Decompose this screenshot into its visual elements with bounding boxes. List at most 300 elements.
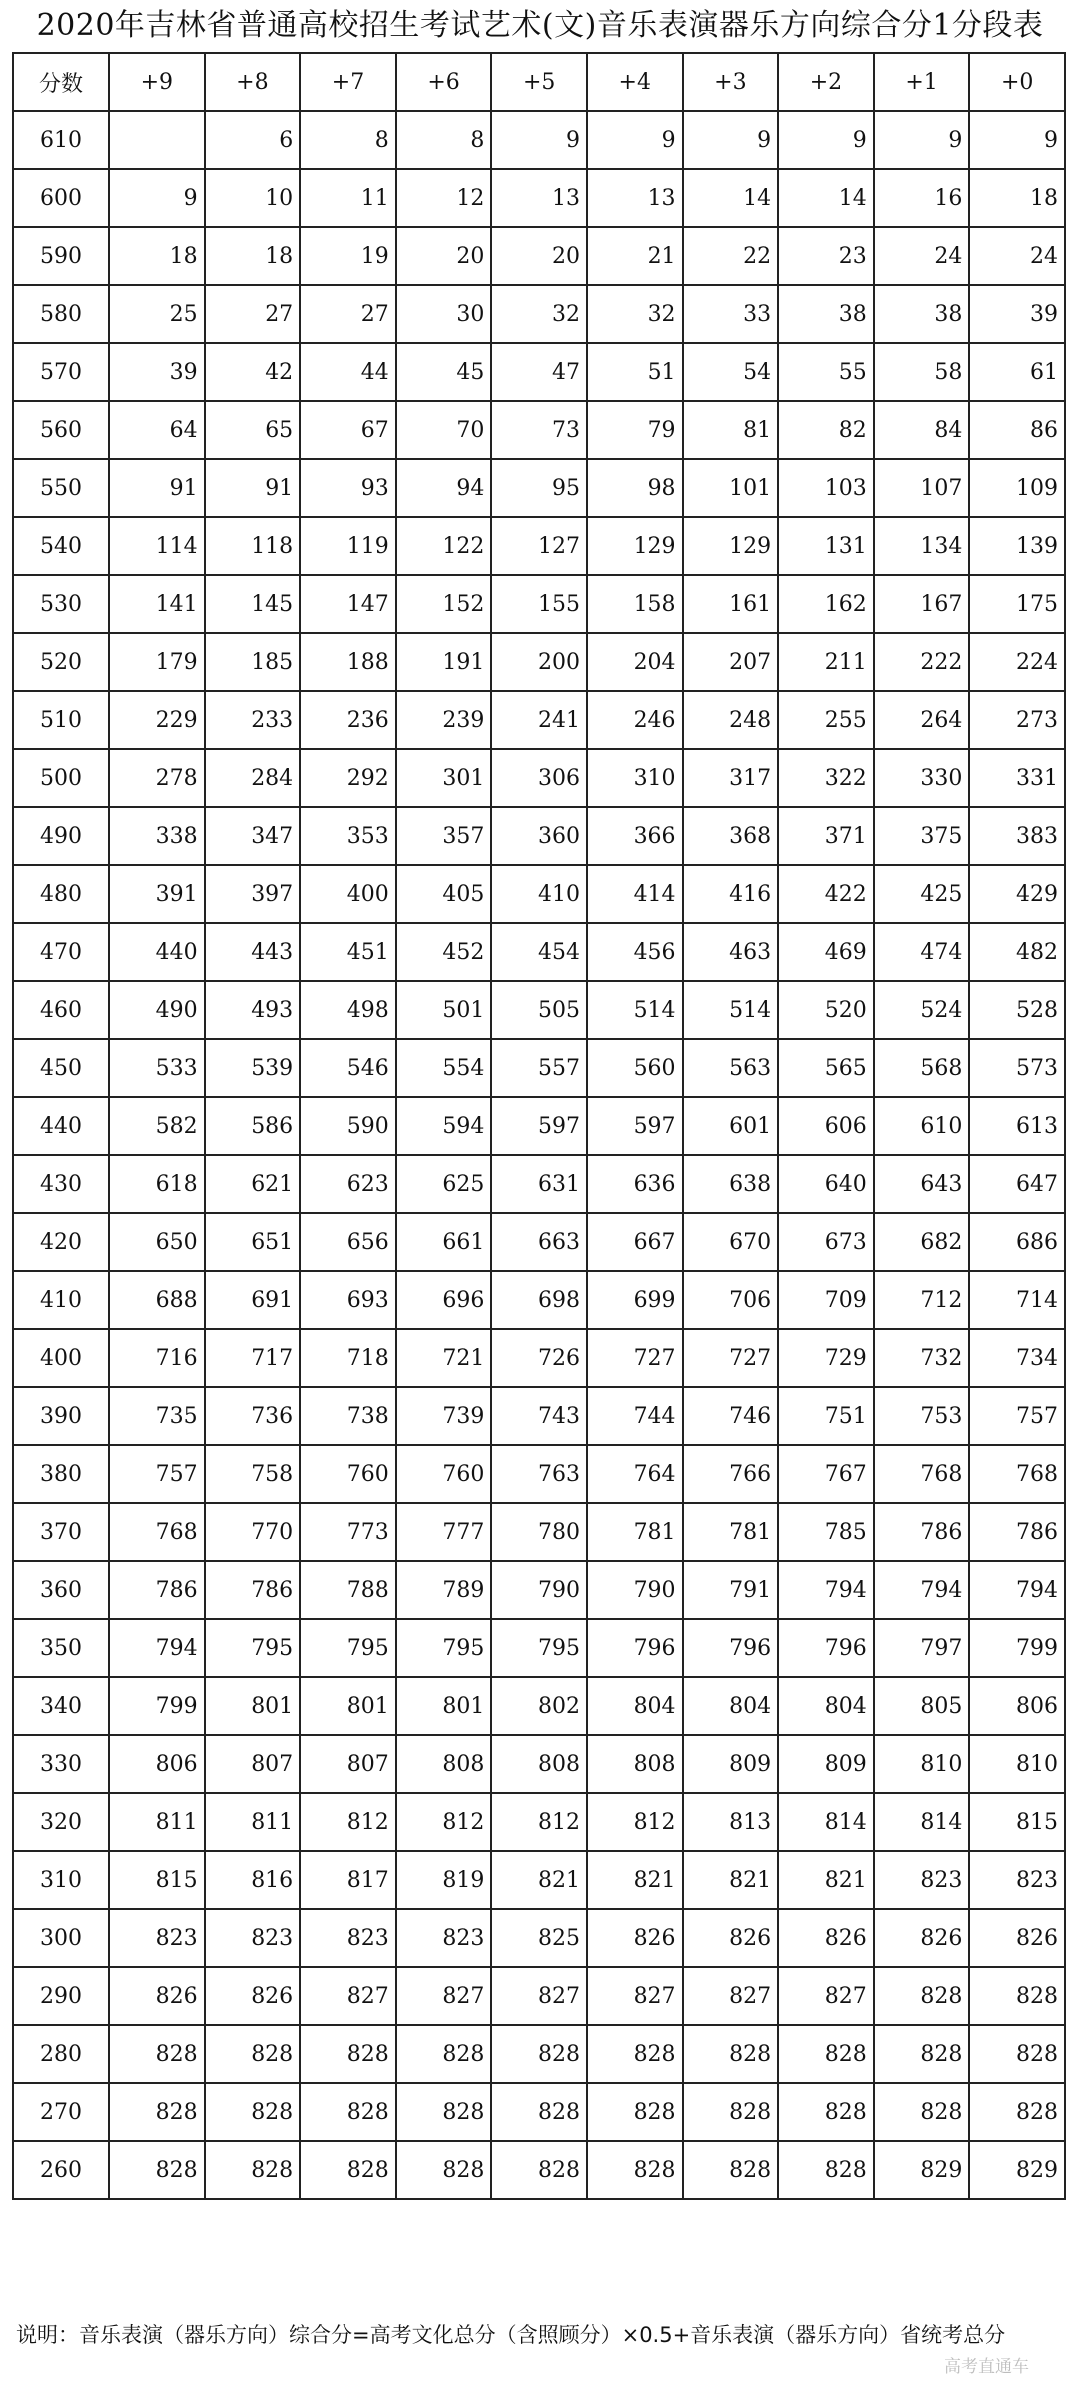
table-row bbox=[13, 517, 1065, 575]
cumulative-count-cell: 809 bbox=[778, 1735, 874, 1793]
cumulative-count-cell: 51 bbox=[587, 343, 683, 401]
cumulative-count-cell: 780 bbox=[491, 1503, 587, 1561]
cumulative-count-cell: 185 bbox=[205, 633, 301, 691]
cumulative-count-cell: 301 bbox=[396, 749, 492, 807]
table-header-row bbox=[13, 53, 1065, 111]
cumulative-count-cell: 47 bbox=[491, 343, 587, 401]
header-offset: +6 bbox=[396, 53, 492, 111]
header-score: 分数 bbox=[13, 53, 109, 111]
cumulative-count-cell: 101 bbox=[683, 459, 779, 517]
cumulative-count-cell: 524 bbox=[874, 981, 970, 1039]
cumulative-count-cell: 828 bbox=[205, 2083, 301, 2141]
row-score: 570 bbox=[13, 343, 109, 401]
cumulative-count-cell: 22 bbox=[683, 227, 779, 285]
cumulative-count-cell: 758 bbox=[205, 1445, 301, 1503]
row-score: 520 bbox=[13, 633, 109, 691]
cumulative-count-cell: 70 bbox=[396, 401, 492, 459]
cumulative-count-cell: 127 bbox=[491, 517, 587, 575]
cumulative-count-cell: 546 bbox=[300, 1039, 396, 1097]
cumulative-count-cell: 823 bbox=[300, 1909, 396, 1967]
cumulative-count-cell: 64 bbox=[109, 401, 205, 459]
table-row bbox=[13, 923, 1065, 981]
cumulative-count-cell: 816 bbox=[205, 1851, 301, 1909]
cumulative-count-cell: 248 bbox=[683, 691, 779, 749]
cumulative-count-cell: 368 bbox=[683, 807, 779, 865]
cumulative-count-cell: 643 bbox=[874, 1155, 970, 1213]
cumulative-count-cell: 828 bbox=[491, 2141, 587, 2199]
cumulative-count-cell: 25 bbox=[109, 285, 205, 343]
cumulative-count-cell: 119 bbox=[300, 517, 396, 575]
cumulative-count-cell: 799 bbox=[969, 1619, 1065, 1677]
cumulative-count-cell: 188 bbox=[300, 633, 396, 691]
cumulative-count-cell: 400 bbox=[300, 865, 396, 923]
cumulative-count-cell: 61 bbox=[969, 343, 1065, 401]
cumulative-count-cell: 757 bbox=[969, 1387, 1065, 1445]
cumulative-count-cell: 114 bbox=[109, 517, 205, 575]
cumulative-count-cell bbox=[109, 111, 205, 169]
cumulative-count-cell: 718 bbox=[300, 1329, 396, 1387]
cumulative-count-cell: 129 bbox=[587, 517, 683, 575]
cumulative-count-cell: 698 bbox=[491, 1271, 587, 1329]
cumulative-count-cell: 829 bbox=[969, 2141, 1065, 2199]
cumulative-count-cell: 716 bbox=[109, 1329, 205, 1387]
cumulative-count-cell: 440 bbox=[109, 923, 205, 981]
cumulative-count-cell: 636 bbox=[587, 1155, 683, 1213]
row-score: 530 bbox=[13, 575, 109, 633]
cumulative-count-cell: 533 bbox=[109, 1039, 205, 1097]
cumulative-count-cell: 131 bbox=[778, 517, 874, 575]
cumulative-count-cell: 802 bbox=[491, 1677, 587, 1735]
cumulative-count-cell: 828 bbox=[396, 2141, 492, 2199]
cumulative-count-cell: 9 bbox=[109, 169, 205, 227]
cumulative-count-cell: 621 bbox=[205, 1155, 301, 1213]
table-row bbox=[13, 807, 1065, 865]
cumulative-count-cell: 797 bbox=[874, 1619, 970, 1677]
cumulative-count-cell: 801 bbox=[300, 1677, 396, 1735]
cumulative-count-cell: 828 bbox=[300, 2141, 396, 2199]
header-offset: +8 bbox=[205, 53, 301, 111]
cumulative-count-cell: 828 bbox=[587, 2141, 683, 2199]
cumulative-count-cell: 79 bbox=[587, 401, 683, 459]
row-score: 300 bbox=[13, 1909, 109, 1967]
cumulative-count-cell: 14 bbox=[778, 169, 874, 227]
cumulative-count-cell: 828 bbox=[300, 2083, 396, 2141]
cumulative-count-cell: 760 bbox=[300, 1445, 396, 1503]
cumulative-count-cell: 712 bbox=[874, 1271, 970, 1329]
table-row bbox=[13, 169, 1065, 227]
watermark: 高考直通车 bbox=[944, 2357, 1029, 2377]
table-body bbox=[13, 111, 1065, 2199]
cumulative-count-cell: 557 bbox=[491, 1039, 587, 1097]
cumulative-count-cell: 828 bbox=[874, 2025, 970, 2083]
row-score: 470 bbox=[13, 923, 109, 981]
cumulative-count-cell: 610 bbox=[874, 1097, 970, 1155]
table-row bbox=[13, 1097, 1065, 1155]
cumulative-count-cell: 222 bbox=[874, 633, 970, 691]
cumulative-count-cell: 129 bbox=[683, 517, 779, 575]
cumulative-count-cell: 134 bbox=[874, 517, 970, 575]
cumulative-count-cell: 828 bbox=[683, 2025, 779, 2083]
cumulative-count-cell: 706 bbox=[683, 1271, 779, 1329]
cumulative-count-cell: 456 bbox=[587, 923, 683, 981]
row-score: 450 bbox=[13, 1039, 109, 1097]
cumulative-count-cell: 32 bbox=[587, 285, 683, 343]
cumulative-count-cell: 147 bbox=[300, 575, 396, 633]
cumulative-count-cell: 264 bbox=[874, 691, 970, 749]
cumulative-count-cell: 796 bbox=[587, 1619, 683, 1677]
cumulative-count-cell: 804 bbox=[587, 1677, 683, 1735]
table-row bbox=[13, 1967, 1065, 2025]
cumulative-count-cell: 828 bbox=[874, 2083, 970, 2141]
row-score: 580 bbox=[13, 285, 109, 343]
table-row bbox=[13, 285, 1065, 343]
cumulative-count-cell: 597 bbox=[491, 1097, 587, 1155]
cumulative-count-cell: 347 bbox=[205, 807, 301, 865]
table-row bbox=[13, 2025, 1065, 2083]
cumulative-count-cell: 777 bbox=[396, 1503, 492, 1561]
cumulative-count-cell: 162 bbox=[778, 575, 874, 633]
row-score: 380 bbox=[13, 1445, 109, 1503]
cumulative-count-cell: 95 bbox=[491, 459, 587, 517]
cumulative-count-cell: 514 bbox=[587, 981, 683, 1039]
cumulative-count-cell: 804 bbox=[778, 1677, 874, 1735]
cumulative-count-cell: 828 bbox=[874, 1967, 970, 2025]
cumulative-count-cell: 828 bbox=[778, 2025, 874, 2083]
cumulative-count-cell: 828 bbox=[969, 2083, 1065, 2141]
cumulative-count-cell: 726 bbox=[491, 1329, 587, 1387]
cumulative-count-cell: 246 bbox=[587, 691, 683, 749]
cumulative-count-cell: 640 bbox=[778, 1155, 874, 1213]
cumulative-count-cell: 330 bbox=[874, 749, 970, 807]
cumulative-count-cell: 10 bbox=[205, 169, 301, 227]
row-score: 340 bbox=[13, 1677, 109, 1735]
cumulative-count-cell: 826 bbox=[109, 1967, 205, 2025]
cumulative-count-cell: 371 bbox=[778, 807, 874, 865]
table-row bbox=[13, 1213, 1065, 1271]
cumulative-count-cell: 20 bbox=[491, 227, 587, 285]
header-offset: +5 bbox=[491, 53, 587, 111]
table-row bbox=[13, 1909, 1065, 1967]
header-offset: +4 bbox=[587, 53, 683, 111]
cumulative-count-cell: 751 bbox=[778, 1387, 874, 1445]
cumulative-count-cell: 501 bbox=[396, 981, 492, 1039]
cumulative-count-cell: 12 bbox=[396, 169, 492, 227]
cumulative-count-cell: 768 bbox=[874, 1445, 970, 1503]
row-score: 610 bbox=[13, 111, 109, 169]
cumulative-count-cell: 167 bbox=[874, 575, 970, 633]
cumulative-count-cell: 8 bbox=[396, 111, 492, 169]
cumulative-count-cell: 8 bbox=[300, 111, 396, 169]
cumulative-count-cell: 23 bbox=[778, 227, 874, 285]
cumulative-count-cell: 568 bbox=[874, 1039, 970, 1097]
cumulative-count-cell: 807 bbox=[205, 1735, 301, 1793]
cumulative-count-cell: 207 bbox=[683, 633, 779, 691]
cumulative-count-cell: 405 bbox=[396, 865, 492, 923]
cumulative-count-cell: 696 bbox=[396, 1271, 492, 1329]
cumulative-count-cell: 808 bbox=[587, 1735, 683, 1793]
cumulative-count-cell: 98 bbox=[587, 459, 683, 517]
cumulative-count-cell: 786 bbox=[109, 1561, 205, 1619]
cumulative-count-cell: 9 bbox=[491, 111, 587, 169]
table-row bbox=[13, 2141, 1065, 2199]
cumulative-count-cell: 763 bbox=[491, 1445, 587, 1503]
cumulative-count-cell: 795 bbox=[300, 1619, 396, 1677]
cumulative-count-cell: 469 bbox=[778, 923, 874, 981]
score-segment-table bbox=[12, 52, 1066, 2200]
cumulative-count-cell: 24 bbox=[874, 227, 970, 285]
cumulative-count-cell: 175 bbox=[969, 575, 1065, 633]
row-score: 540 bbox=[13, 517, 109, 575]
cumulative-count-cell: 826 bbox=[969, 1909, 1065, 1967]
cumulative-count-cell: 828 bbox=[778, 2083, 874, 2141]
table-row bbox=[13, 459, 1065, 517]
cumulative-count-cell: 383 bbox=[969, 807, 1065, 865]
cumulative-count-cell: 650 bbox=[109, 1213, 205, 1271]
cumulative-count-cell: 81 bbox=[683, 401, 779, 459]
cumulative-count-cell: 828 bbox=[109, 2025, 205, 2083]
cumulative-count-cell: 826 bbox=[874, 1909, 970, 1967]
cumulative-count-cell: 613 bbox=[969, 1097, 1065, 1155]
cumulative-count-cell: 618 bbox=[109, 1155, 205, 1213]
cumulative-count-cell: 790 bbox=[587, 1561, 683, 1619]
cumulative-count-cell: 826 bbox=[205, 1967, 301, 2025]
cumulative-count-cell: 443 bbox=[205, 923, 301, 981]
table-row bbox=[13, 981, 1065, 1039]
row-score: 430 bbox=[13, 1155, 109, 1213]
cumulative-count-cell: 505 bbox=[491, 981, 587, 1039]
cumulative-count-cell: 828 bbox=[778, 2141, 874, 2199]
cumulative-count-cell: 19 bbox=[300, 227, 396, 285]
cumulative-count-cell: 474 bbox=[874, 923, 970, 981]
table-row bbox=[13, 401, 1065, 459]
table-row bbox=[13, 1329, 1065, 1387]
cumulative-count-cell: 828 bbox=[683, 2141, 779, 2199]
cumulative-count-cell: 67 bbox=[300, 401, 396, 459]
cumulative-count-cell: 746 bbox=[683, 1387, 779, 1445]
cumulative-count-cell: 682 bbox=[874, 1213, 970, 1271]
row-score: 590 bbox=[13, 227, 109, 285]
table-row bbox=[13, 1561, 1065, 1619]
cumulative-count-cell: 38 bbox=[874, 285, 970, 343]
cumulative-count-cell: 691 bbox=[205, 1271, 301, 1329]
cumulative-count-cell: 322 bbox=[778, 749, 874, 807]
cumulative-count-cell: 827 bbox=[300, 1967, 396, 2025]
row-score: 600 bbox=[13, 169, 109, 227]
cumulative-count-cell: 808 bbox=[491, 1735, 587, 1793]
table-row bbox=[13, 633, 1065, 691]
cumulative-count-cell: 812 bbox=[587, 1793, 683, 1851]
header-offset: +7 bbox=[300, 53, 396, 111]
cumulative-count-cell: 44 bbox=[300, 343, 396, 401]
cumulative-count-cell: 631 bbox=[491, 1155, 587, 1213]
cumulative-count-cell: 554 bbox=[396, 1039, 492, 1097]
cumulative-count-cell: 241 bbox=[491, 691, 587, 749]
cumulative-count-cell: 799 bbox=[109, 1677, 205, 1735]
row-score: 460 bbox=[13, 981, 109, 1039]
cumulative-count-cell: 786 bbox=[969, 1503, 1065, 1561]
cumulative-count-cell: 709 bbox=[778, 1271, 874, 1329]
cumulative-count-cell: 560 bbox=[587, 1039, 683, 1097]
cumulative-count-cell: 84 bbox=[874, 401, 970, 459]
row-score: 330 bbox=[13, 1735, 109, 1793]
cumulative-count-cell: 828 bbox=[491, 2083, 587, 2141]
cumulative-count-cell: 21 bbox=[587, 227, 683, 285]
cumulative-count-cell: 375 bbox=[874, 807, 970, 865]
cumulative-count-cell: 661 bbox=[396, 1213, 492, 1271]
cumulative-count-cell: 278 bbox=[109, 749, 205, 807]
cumulative-count-cell: 828 bbox=[587, 2025, 683, 2083]
cumulative-count-cell: 829 bbox=[874, 2141, 970, 2199]
cumulative-count-cell: 18 bbox=[205, 227, 301, 285]
cumulative-count-cell: 739 bbox=[396, 1387, 492, 1445]
cumulative-count-cell: 9 bbox=[969, 111, 1065, 169]
table-row bbox=[13, 1039, 1065, 1097]
table-row bbox=[13, 227, 1065, 285]
cumulative-count-cell: 239 bbox=[396, 691, 492, 749]
cumulative-count-cell: 807 bbox=[300, 1735, 396, 1793]
cumulative-count-cell: 482 bbox=[969, 923, 1065, 981]
cumulative-count-cell: 823 bbox=[969, 1851, 1065, 1909]
row-score: 280 bbox=[13, 2025, 109, 2083]
cumulative-count-cell: 353 bbox=[300, 807, 396, 865]
cumulative-count-cell: 161 bbox=[683, 575, 779, 633]
row-score: 270 bbox=[13, 2083, 109, 2141]
cumulative-count-cell: 823 bbox=[205, 1909, 301, 1967]
cumulative-count-cell: 27 bbox=[205, 285, 301, 343]
cumulative-count-cell: 821 bbox=[683, 1851, 779, 1909]
cumulative-count-cell: 573 bbox=[969, 1039, 1065, 1097]
table-row bbox=[13, 1271, 1065, 1329]
cumulative-count-cell: 663 bbox=[491, 1213, 587, 1271]
table-row bbox=[13, 1735, 1065, 1793]
cumulative-count-cell: 191 bbox=[396, 633, 492, 691]
cumulative-count-cell: 145 bbox=[205, 575, 301, 633]
cumulative-count-cell: 828 bbox=[969, 1967, 1065, 2025]
cumulative-count-cell: 717 bbox=[205, 1329, 301, 1387]
cumulative-count-cell: 828 bbox=[205, 2025, 301, 2083]
cumulative-count-cell: 801 bbox=[205, 1677, 301, 1735]
cumulative-count-cell: 806 bbox=[109, 1735, 205, 1793]
cumulative-count-cell: 9 bbox=[778, 111, 874, 169]
cumulative-count-cell: 39 bbox=[109, 343, 205, 401]
cumulative-count-cell: 828 bbox=[300, 2025, 396, 2083]
cumulative-count-cell: 414 bbox=[587, 865, 683, 923]
cumulative-count-cell: 828 bbox=[683, 2083, 779, 2141]
cumulative-count-cell: 828 bbox=[969, 2025, 1065, 2083]
cumulative-count-cell: 454 bbox=[491, 923, 587, 981]
cumulative-count-cell: 493 bbox=[205, 981, 301, 1039]
cumulative-count-cell: 714 bbox=[969, 1271, 1065, 1329]
table-row bbox=[13, 691, 1065, 749]
row-score: 350 bbox=[13, 1619, 109, 1677]
cumulative-count-cell: 815 bbox=[109, 1851, 205, 1909]
cumulative-count-cell: 91 bbox=[109, 459, 205, 517]
row-score: 400 bbox=[13, 1329, 109, 1387]
row-score: 500 bbox=[13, 749, 109, 807]
cumulative-count-cell: 310 bbox=[587, 749, 683, 807]
cumulative-count-cell: 42 bbox=[205, 343, 301, 401]
row-score: 360 bbox=[13, 1561, 109, 1619]
cumulative-count-cell: 429 bbox=[969, 865, 1065, 923]
cumulative-count-cell: 810 bbox=[874, 1735, 970, 1793]
cumulative-count-cell: 788 bbox=[300, 1561, 396, 1619]
table-row bbox=[13, 2083, 1065, 2141]
cumulative-count-cell: 306 bbox=[491, 749, 587, 807]
cumulative-count-cell: 651 bbox=[205, 1213, 301, 1271]
row-score: 370 bbox=[13, 1503, 109, 1561]
cumulative-count-cell: 738 bbox=[300, 1387, 396, 1445]
cumulative-count-cell: 422 bbox=[778, 865, 874, 923]
page-title: 2020年吉林省普通高校招生考试艺术(文)音乐表演器乐方向综合分1分段表 bbox=[36, 8, 1044, 43]
cumulative-count-cell: 828 bbox=[109, 2141, 205, 2199]
cumulative-count-cell: 767 bbox=[778, 1445, 874, 1503]
cumulative-count-cell: 255 bbox=[778, 691, 874, 749]
cumulative-count-cell: 155 bbox=[491, 575, 587, 633]
cumulative-count-cell: 391 bbox=[109, 865, 205, 923]
cumulative-count-cell: 647 bbox=[969, 1155, 1065, 1213]
cumulative-count-cell: 32 bbox=[491, 285, 587, 343]
cumulative-count-cell: 727 bbox=[587, 1329, 683, 1387]
row-score: 440 bbox=[13, 1097, 109, 1155]
cumulative-count-cell: 38 bbox=[778, 285, 874, 343]
cumulative-count-cell: 24 bbox=[969, 227, 1065, 285]
cumulative-count-cell: 109 bbox=[969, 459, 1065, 517]
cumulative-count-cell: 623 bbox=[300, 1155, 396, 1213]
cumulative-count-cell: 14 bbox=[683, 169, 779, 227]
table-row bbox=[13, 343, 1065, 401]
cumulative-count-cell: 520 bbox=[778, 981, 874, 1039]
cumulative-count-cell: 735 bbox=[109, 1387, 205, 1445]
cumulative-count-cell: 781 bbox=[587, 1503, 683, 1561]
header-offset: +3 bbox=[683, 53, 779, 111]
cumulative-count-cell: 107 bbox=[874, 459, 970, 517]
row-score: 420 bbox=[13, 1213, 109, 1271]
cumulative-count-cell: 673 bbox=[778, 1213, 874, 1271]
table-footnote: 说明：音乐表演（器乐方向）综合分=高考文化总分（含照顾分）×0.5+音乐表演（器乐方向）省统考总分 bbox=[16, 2323, 1006, 2347]
cumulative-count-cell: 766 bbox=[683, 1445, 779, 1503]
cumulative-count-cell: 73 bbox=[491, 401, 587, 459]
cumulative-count-cell: 814 bbox=[874, 1793, 970, 1851]
cumulative-count-cell: 273 bbox=[969, 691, 1065, 749]
row-score: 260 bbox=[13, 2141, 109, 2199]
cumulative-count-cell: 539 bbox=[205, 1039, 301, 1097]
table-row bbox=[13, 575, 1065, 633]
cumulative-count-cell: 13 bbox=[587, 169, 683, 227]
cumulative-count-cell: 826 bbox=[587, 1909, 683, 1967]
row-score: 510 bbox=[13, 691, 109, 749]
cumulative-count-cell: 582 bbox=[109, 1097, 205, 1155]
cumulative-count-cell: 141 bbox=[109, 575, 205, 633]
cumulative-count-cell: 794 bbox=[778, 1561, 874, 1619]
cumulative-count-cell: 229 bbox=[109, 691, 205, 749]
cumulative-count-cell: 796 bbox=[683, 1619, 779, 1677]
cumulative-count-cell: 284 bbox=[205, 749, 301, 807]
cumulative-count-cell: 699 bbox=[587, 1271, 683, 1329]
header-offset: +1 bbox=[874, 53, 970, 111]
cumulative-count-cell: 805 bbox=[874, 1677, 970, 1735]
cumulative-count-cell: 828 bbox=[109, 2083, 205, 2141]
table-row bbox=[13, 1387, 1065, 1445]
cumulative-count-cell: 823 bbox=[396, 1909, 492, 1967]
cumulative-count-cell: 768 bbox=[109, 1503, 205, 1561]
cumulative-count-cell: 152 bbox=[396, 575, 492, 633]
cumulative-count-cell: 744 bbox=[587, 1387, 683, 1445]
cumulative-count-cell: 823 bbox=[874, 1851, 970, 1909]
row-score: 320 bbox=[13, 1793, 109, 1851]
cumulative-count-cell: 490 bbox=[109, 981, 205, 1039]
cumulative-count-cell: 813 bbox=[683, 1793, 779, 1851]
cumulative-count-cell: 815 bbox=[969, 1793, 1065, 1851]
